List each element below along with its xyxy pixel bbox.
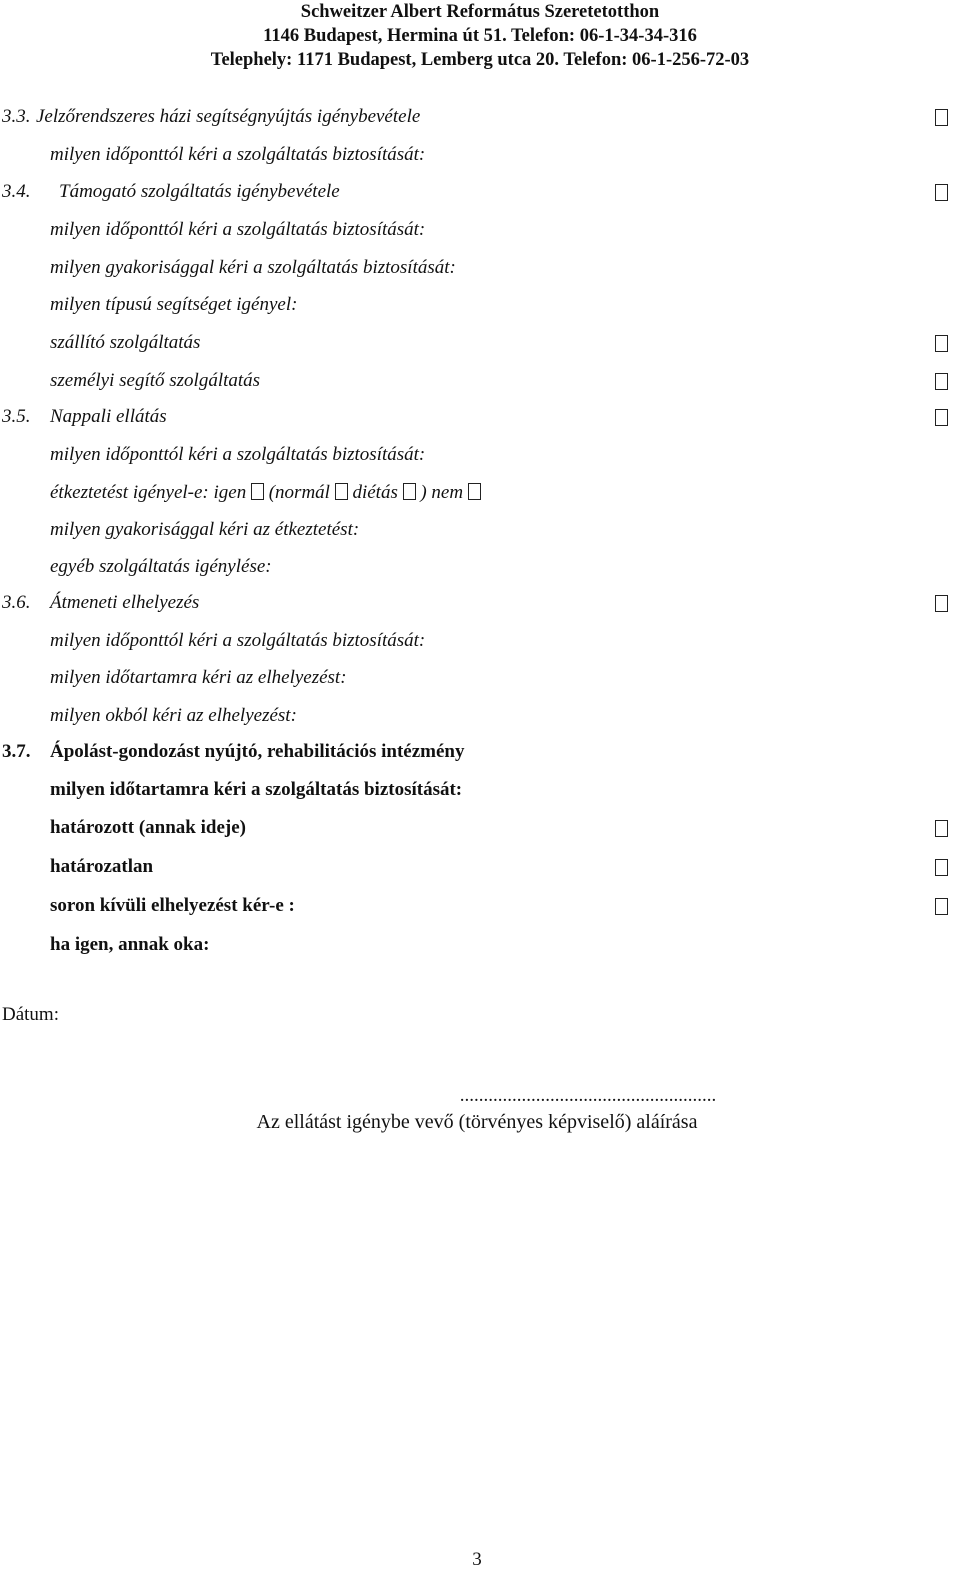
section-3-5-row xyxy=(0,398,960,436)
section-number: 3.3. xyxy=(2,106,31,127)
date-label: Dátum: xyxy=(2,1004,59,1025)
section-title: Ápolást-gondozást nyújtó, rehabilitációs intézmény xyxy=(50,741,465,762)
signature-caption: Az ellátást igénybe vevő (törvényes képviselő) aláírása xyxy=(256,1111,698,1133)
section-title: Jelzőrendszeres házi segítségnyújtás igénybevétele xyxy=(36,106,421,127)
signature-dots: ...................................................... xyxy=(459,1085,717,1106)
option-row xyxy=(0,324,960,362)
form-line xyxy=(0,771,960,809)
meal-diet-label: diétás xyxy=(352,482,398,503)
checkbox[interactable] xyxy=(935,898,948,915)
section-number: 3.7. xyxy=(2,741,31,762)
checkbox[interactable] xyxy=(935,184,948,201)
option-row xyxy=(0,809,960,847)
section-3-6-row xyxy=(0,584,960,622)
section-number: 3.5. xyxy=(2,406,31,427)
form-line xyxy=(0,211,960,249)
page-number: 3 xyxy=(472,1549,482,1570)
checkbox-no[interactable] xyxy=(468,483,481,500)
checkbox-normal[interactable] xyxy=(335,483,348,500)
meal-question: étkeztetést igényel-e: igen xyxy=(50,482,247,503)
section-title: Támogató szolgáltatás igénybevétele xyxy=(59,181,340,202)
section-3-3-row xyxy=(0,98,960,136)
meal-no-label: ) nem xyxy=(420,482,464,503)
field-label: milyen gyakorisággal kéri az étkeztetést: xyxy=(50,519,360,540)
option-label: határozatlan xyxy=(50,856,154,877)
institution-branch: Telephely: 1171 Budapest, Lemberg utca 20. Telefon: 06-1-256-72-03 xyxy=(210,50,750,70)
checkbox-yes[interactable] xyxy=(251,483,264,500)
field-label: milyen gyakorisággal kéri a szolgáltatás biztosítását: xyxy=(50,257,456,278)
checkbox[interactable] xyxy=(935,109,948,126)
page-number-wrap xyxy=(0,1548,954,1572)
option-row xyxy=(0,887,960,925)
form-line xyxy=(0,136,960,174)
meal-normal-label: (normál xyxy=(268,482,330,503)
field-label: milyen időtartamra kéri az elhelyezést: xyxy=(50,667,347,688)
option-row xyxy=(0,848,960,886)
field-label: milyen időponttól kéri a szolgáltatás biztosítását: xyxy=(50,630,426,651)
checkbox[interactable] xyxy=(935,409,948,426)
form-line xyxy=(0,511,960,549)
field-label: ha igen, annak oka: xyxy=(50,934,210,955)
field-label: milyen időtartamra kéri a szolgáltatás biztosítását: xyxy=(50,779,463,800)
form-line xyxy=(0,249,960,287)
field-label: egyéb szolgáltatás igénylése: xyxy=(50,556,272,577)
form-line xyxy=(0,622,960,660)
form-line xyxy=(0,286,960,324)
option-label: soron kívüli elhelyezést kér-e : xyxy=(50,895,295,916)
field-label: milyen időponttól kéri a szolgáltatás biztosítását: xyxy=(50,219,426,240)
option-row xyxy=(0,362,960,400)
form-line xyxy=(0,926,960,964)
meal-row xyxy=(0,474,960,512)
meal-options xyxy=(50,474,481,512)
option-label: személyi segítő szolgáltatás xyxy=(50,370,261,391)
option-label: határozott (annak ideje) xyxy=(50,817,246,838)
checkbox[interactable] xyxy=(935,373,948,390)
form-line xyxy=(0,548,960,586)
field-label: milyen időponttól kéri a szolgáltatás biztosítását: xyxy=(50,444,426,465)
checkbox[interactable] xyxy=(935,595,948,612)
section-number: 3.6. xyxy=(2,592,31,613)
checkbox-diet[interactable] xyxy=(403,483,416,500)
option-label: szállító szolgáltatás xyxy=(50,332,201,353)
form-line xyxy=(0,659,960,697)
field-label: milyen típusú segítséget igényel: xyxy=(50,294,298,315)
section-3-4-row xyxy=(0,173,960,211)
section-3-7-row xyxy=(0,733,960,771)
section-title: Nappali ellátás xyxy=(50,406,167,427)
letterhead xyxy=(0,0,960,72)
section-title: Átmeneti elhelyezés xyxy=(50,592,200,613)
form-line xyxy=(0,697,960,735)
field-label: milyen okból kéri az elhelyezést: xyxy=(50,705,297,726)
institution-address: 1146 Budapest, Hermina út 51. Telefon: 06-1-34-34-316 xyxy=(263,26,697,46)
checkbox[interactable] xyxy=(935,859,948,876)
checkbox[interactable] xyxy=(935,335,948,352)
section-number: 3.4. xyxy=(2,181,31,202)
field-label: milyen időponttól kéri a szolgáltatás biztosítását: xyxy=(50,144,426,165)
form-line xyxy=(0,436,960,474)
signature-line xyxy=(0,1085,954,1107)
checkbox[interactable] xyxy=(935,820,948,837)
institution-name: Schweitzer Albert Református Szeretetotthon xyxy=(300,2,660,22)
